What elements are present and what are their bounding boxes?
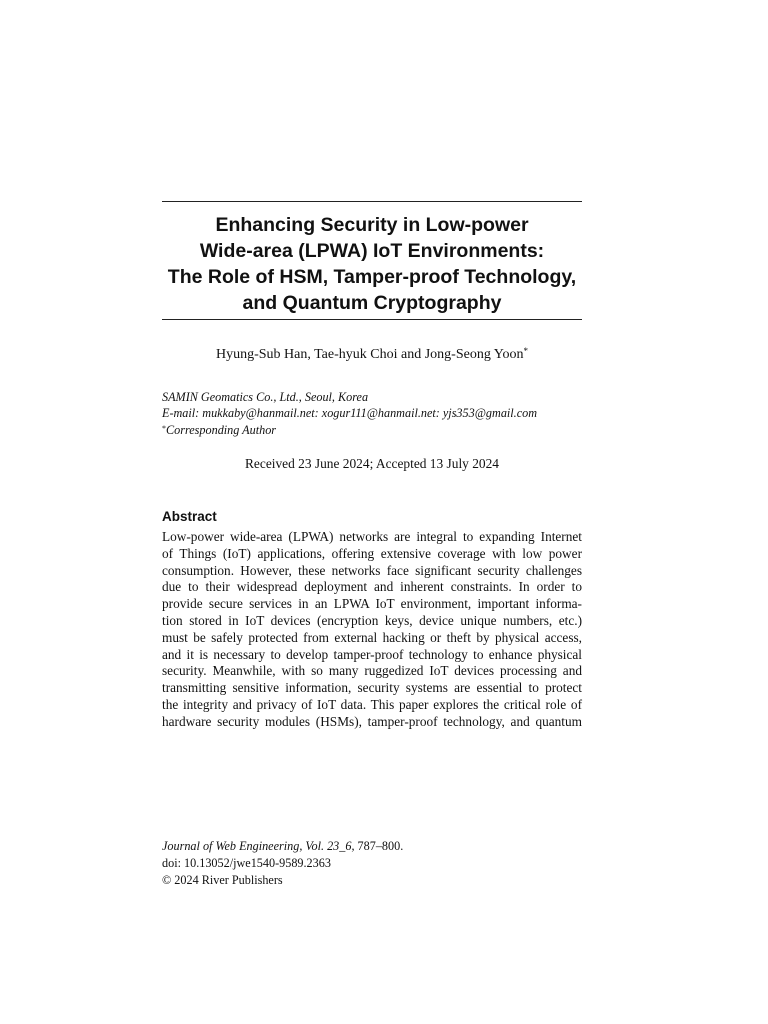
doi: doi: 10.13052/jwe1540-9589.2363 xyxy=(162,856,331,870)
title-top-rule xyxy=(162,201,582,202)
affiliation-email: E-mail: mukkaby@hanmail.net: xogur111@hanmail.net: yjs353@gmail.com xyxy=(162,406,538,420)
abstract-body xyxy=(162,529,582,731)
abstract-heading: Abstract xyxy=(162,509,217,524)
author-list xyxy=(162,342,582,364)
corresponding-label: Corresponding Author xyxy=(166,423,277,437)
abstract-line: provide secure services in an LPWA IoT environment, important informa- xyxy=(162,596,582,612)
abstract-line: hardware security modules (HSMs), tamper-proof technology, and quantum xyxy=(162,713,582,729)
journal-citation xyxy=(162,838,582,855)
abstract-line: and it is necessary to develop tamper-proof technology to enhance physical xyxy=(162,646,582,662)
journal-pages: 787–800. xyxy=(354,839,404,853)
title-line: and Quantum Cryptography xyxy=(242,292,502,314)
title-line: Enhancing Security in Low-power xyxy=(215,214,529,236)
title-line: The Role of HSM, Tamper-proof Technology, xyxy=(167,266,577,288)
corresponding-mark: * xyxy=(162,424,166,433)
abstract-line: of Things (IoT) applications, offering extensive coverage with low power xyxy=(162,545,582,561)
title-line: Wide-area (LPWA) IoT Environments: xyxy=(199,240,545,262)
title-bottom-rule xyxy=(162,319,582,320)
abstract-line: tion stored in IoT devices (encryption keys, device unique numbers, etc.) xyxy=(162,612,582,628)
paper-title xyxy=(162,212,582,316)
publication-footer xyxy=(162,838,582,889)
corresponding-author-note xyxy=(162,421,582,438)
affiliation-org: SAMIN Geomatics Co., Ltd., Seoul, Korea xyxy=(162,390,369,404)
abstract-line: security. Meanwhile, with so many ruggedized IoT devices processing and xyxy=(162,663,582,679)
abstract-line: Low-power wide-area (LPWA) networks are integral to expanding Internet xyxy=(162,529,582,544)
corresponding-author-mark: * xyxy=(523,346,529,356)
abstract-line: due to their widespread deployment and inherent constraints. In order to xyxy=(162,579,582,595)
abstract-line: the integrity and privacy of IoT data. This paper explores the critical role of xyxy=(162,696,582,712)
received-accepted-dates: Received 23 June 2024; Accepted 13 July 2024 xyxy=(245,456,499,471)
paper-first-page xyxy=(162,0,582,1024)
affiliation-block xyxy=(162,389,582,438)
journal-name: Journal of Web Engineering, Vol. 23_6, xyxy=(162,839,355,853)
copyright: © 2024 River Publishers xyxy=(162,873,283,887)
abstract-line: transmitting sensitive information, security systems are essential to protect xyxy=(162,680,582,696)
abstract-line: consumption. However, these networks face significant security challenges xyxy=(162,562,582,578)
abstract-line: must be safely protected from external hacking or theft by physical access, xyxy=(162,629,582,645)
author-names: Hyung-Sub Han, Tae-hyuk Choi and Jong-Seong Yoon xyxy=(215,347,524,362)
